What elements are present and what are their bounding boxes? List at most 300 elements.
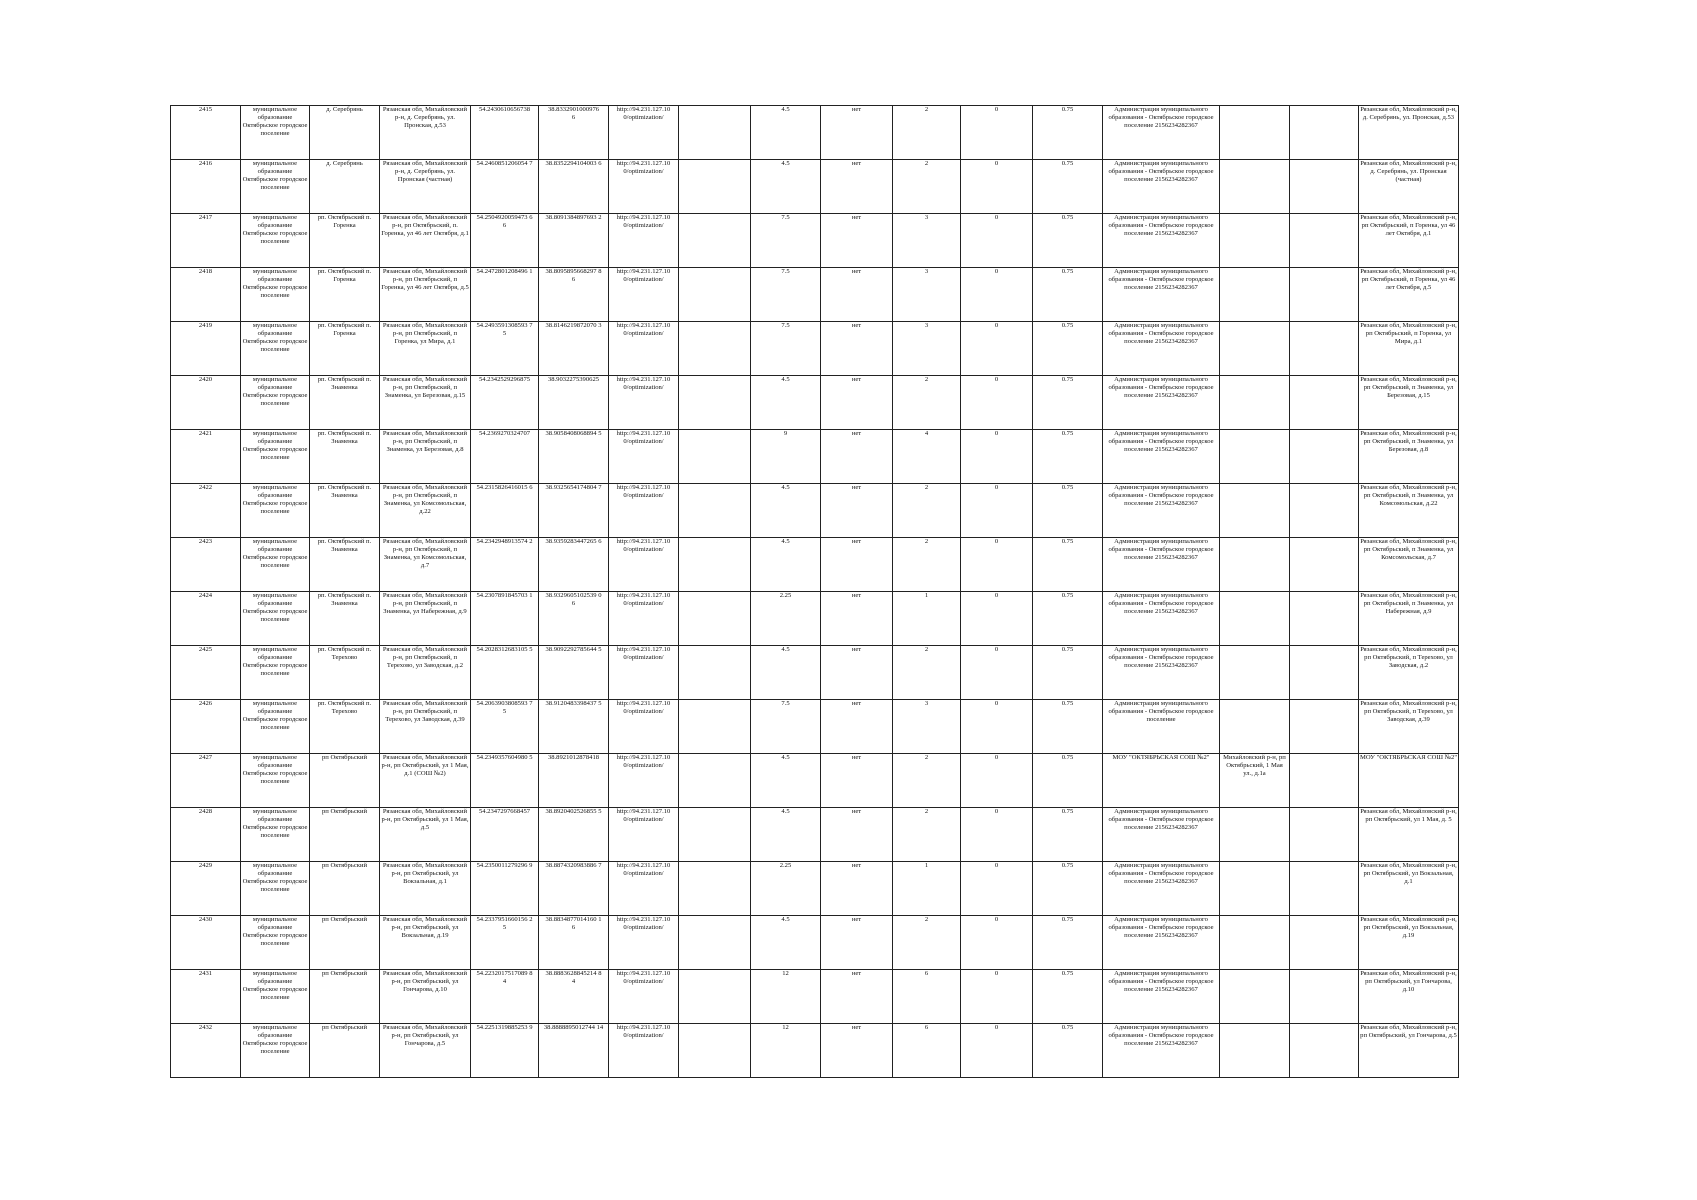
cell-address (380, 268, 471, 322)
cell-text: 54.2460851206054 7 (476, 160, 533, 167)
cell-containers (893, 700, 961, 754)
cell-covered (821, 160, 893, 214)
cell-area (751, 592, 821, 646)
cell-text: 4.5 (781, 754, 790, 761)
cell-text: Администрация муниципального образования - Октябрьское городское поселение 2156234282367 (1108, 268, 1214, 291)
cell-longitude (539, 592, 609, 646)
cell-text: муниципальное образование Октябрьское городское поселение (242, 862, 308, 893)
cell-latitude (471, 484, 539, 538)
cell-sources (1359, 916, 1459, 970)
cell-text: 0 (994, 484, 999, 491)
cell-text: http://94.231.127.10 0/optimization/ (616, 970, 671, 985)
cell-municipality (241, 1024, 310, 1078)
cell-municipality (241, 106, 310, 160)
table-row (171, 106, 1459, 160)
cell-locality (310, 916, 380, 970)
cell-text: 38.9325654174804 7 (545, 484, 602, 491)
cell-text: 4.5 (781, 646, 790, 653)
cell-volume (1033, 484, 1103, 538)
cell-text: нет (851, 862, 862, 869)
cell-text: Рязанская обл, Михайловский р-н, рп Октябрьский, ул 1 Мая, д.1 (СОШ №2) (381, 754, 469, 777)
cell-bunkers (961, 538, 1033, 592)
cell-covered (821, 214, 893, 268)
cell-blank (1290, 268, 1359, 322)
cell-text: 54.2493591308593 7 (476, 322, 533, 329)
cell-address (380, 430, 471, 484)
cell-text: 2425 (198, 646, 213, 653)
cell-text: Рязанская обл, Михайловский р-н, рп Октябрьский, п Терехово, ул Заводская, д.39 (382, 700, 468, 723)
cell-locality (310, 214, 380, 268)
cell-municipality (241, 754, 310, 808)
cell-longitude (539, 538, 609, 592)
cell-containers (893, 538, 961, 592)
cell-latitude (471, 754, 539, 808)
cell-covered (821, 862, 893, 916)
cell-bunkers (961, 1024, 1033, 1078)
cell-municipality (241, 970, 310, 1024)
cell-text: Рязанская обл, Михайловский р-н, рп Октябрьский, п Горенка, ул 46 лет Октября, д.5 (381, 268, 469, 291)
cell-text: муниципальное образование Октябрьское городское поселение (242, 538, 308, 569)
cell-text: 0.75 (1061, 214, 1074, 221)
cell-area (751, 538, 821, 592)
cell-volume (1033, 808, 1103, 862)
cell-text: нет (851, 700, 862, 707)
cell-text: 3 (924, 268, 929, 275)
cell-text: 0 (994, 592, 999, 599)
cell-text: 4.5 (781, 160, 790, 167)
cell-url (609, 700, 679, 754)
cell-text: http://94.231.127.10 0/optimization/ (616, 916, 671, 931)
cell-text: д. Серебрянь (326, 160, 363, 167)
cell-containers (893, 646, 961, 700)
cell-owner-address (1220, 160, 1290, 214)
cell-text: рп. Октябрьский п. Терехово (317, 700, 372, 715)
cell-text: 2426 (198, 700, 213, 707)
cell-area (751, 430, 821, 484)
cell-text: 38.8091384897693 2 (545, 214, 602, 221)
cell-area (751, 376, 821, 430)
cell-text: 38.9359283447265 6 (545, 538, 602, 545)
cell-volume (1033, 322, 1103, 376)
cell-area (751, 646, 821, 700)
cell-text: рп. Октябрьский п. Знаменка (317, 538, 372, 553)
cell-locality (310, 484, 380, 538)
cell-sources (1359, 268, 1459, 322)
document-sheet (170, 105, 1459, 1078)
cell-text: Администрация муниципального образования - Октябрьское городское поселение 2156234282367 (1108, 322, 1214, 345)
cell-text: нет (851, 484, 862, 491)
cell-sources (1359, 862, 1459, 916)
cell-address (380, 484, 471, 538)
cell-owner-address (1220, 484, 1290, 538)
table-row (171, 484, 1459, 538)
cell-blank (1290, 592, 1359, 646)
table-row (171, 808, 1459, 862)
cell-latitude (471, 160, 539, 214)
cell-latitude (471, 646, 539, 700)
table-row (171, 862, 1459, 916)
cell-municipality (241, 916, 310, 970)
cell-text: http://94.231.127.10 0/optimization/ (616, 322, 671, 337)
cell-text: 54.2430610656738 (478, 106, 531, 113)
cell-text: http://94.231.127.10 0/optimization/ (616, 754, 671, 769)
table-row (171, 538, 1459, 592)
cell-id (171, 700, 241, 754)
cell-text: 54.2337951660156 2 (476, 916, 533, 923)
cell-text: 5 (502, 707, 507, 715)
cell-text: 54.2472801208496 1 (476, 268, 533, 275)
cell-text: 0.75 (1061, 754, 1074, 761)
cell-text: 0 (994, 808, 999, 815)
cell-text: 7.5 (781, 268, 790, 275)
cell-text: 0.75 (1061, 160, 1074, 167)
cell-id (171, 862, 241, 916)
cell-blank (1290, 376, 1359, 430)
cell-text: http://94.231.127.10 0/optimization/ (616, 106, 671, 121)
cell-id (171, 376, 241, 430)
cell-text: 38.8352294104003 6 (545, 160, 602, 167)
cell-text: нет (851, 1024, 862, 1031)
cell-id (171, 1024, 241, 1078)
cell-text: 0.75 (1061, 430, 1074, 437)
cell-text: муниципальное образование Октябрьское городское поселение (242, 376, 308, 407)
cell-text: Рязанская обл, Михайловский р-н, рп Октябрьский, п Знаменка, ул Березовая, д.15 (382, 376, 468, 399)
cell-url (609, 430, 679, 484)
cell-owner (1103, 970, 1220, 1024)
cell-bunkers (961, 214, 1033, 268)
cell-text: 2415 (198, 106, 213, 113)
cell-containers (893, 592, 961, 646)
cell-text: муниципальное образование Октябрьское городское поселение (242, 160, 308, 191)
cell-text: муниципальное образование Октябрьское городское поселение (242, 592, 308, 623)
cell-volume (1033, 916, 1103, 970)
cell-text: 0 (994, 700, 999, 707)
table-row (171, 592, 1459, 646)
cell-volume (1033, 538, 1103, 592)
cell-text: Рязанская обл, Михайловский р-н, рп Октябрьский, п Знаменка, ул Комсомольская, д.22 (1360, 484, 1457, 507)
cell-covered (821, 538, 893, 592)
cell-text: рп. Октябрьский п. Горенка (317, 322, 372, 337)
table-row (171, 700, 1459, 754)
cell-longitude (539, 160, 609, 214)
cell-text: 0.75 (1061, 376, 1074, 383)
cell-latitude (471, 808, 539, 862)
cell-text: Михайловский р-н, рп Октябрьский, 1 Мая ул., д.1а (1223, 754, 1286, 777)
cell-locality (310, 592, 380, 646)
cell-municipality (241, 700, 310, 754)
cell-sources (1359, 1024, 1459, 1078)
cell-containers (893, 160, 961, 214)
cell-text: МОУ "ОКТЯБРЬСКАЯ СОШ №2" (1112, 754, 1210, 761)
cell-sources (1359, 322, 1459, 376)
cell-id (171, 754, 241, 808)
cell-area (751, 916, 821, 970)
cell-latitude (471, 1024, 539, 1078)
cell-owner (1103, 538, 1220, 592)
cell-owner (1103, 916, 1220, 970)
cell-text: 38.8874320983886 7 (545, 862, 602, 869)
cell-text: рп. Октябрьский п. Горенка (317, 268, 372, 283)
cell-volume (1033, 268, 1103, 322)
cell-text: 38.9058408068894 5 (545, 430, 602, 437)
cell-owner (1103, 700, 1220, 754)
cell-latitude (471, 592, 539, 646)
cell-latitude (471, 970, 539, 1024)
cell-owner (1103, 808, 1220, 862)
cell-text: 4.5 (781, 916, 790, 923)
cell-owner (1103, 322, 1220, 376)
cell-owner (1103, 484, 1220, 538)
cell-text: нет (851, 538, 862, 545)
table-row (171, 160, 1459, 214)
cell-text: 2418 (198, 268, 213, 275)
cell-area (751, 484, 821, 538)
cell-owner-address (1220, 538, 1290, 592)
cell-area (751, 1024, 821, 1078)
cell-text: рп Октябрьский (321, 1024, 368, 1031)
cell-containers (893, 916, 961, 970)
cell-text: http://94.231.127.10 0/optimization/ (616, 862, 671, 877)
cell-covered (821, 808, 893, 862)
cell-text: 4 (924, 430, 929, 437)
cell-address (380, 970, 471, 1024)
cell-volume (1033, 430, 1103, 484)
cell-blank (679, 484, 751, 538)
cell-text: 0.75 (1061, 916, 1074, 923)
cell-blank (679, 970, 751, 1024)
cell-area (751, 160, 821, 214)
cell-containers (893, 1024, 961, 1078)
cell-address (380, 106, 471, 160)
cell-text: 54.2349357604980 5 (476, 754, 533, 761)
cell-text: нет (851, 376, 862, 383)
cell-owner-address (1220, 106, 1290, 160)
cell-text: нет (851, 160, 862, 167)
cell-bunkers (961, 592, 1033, 646)
cell-text: рп Октябрьский (321, 754, 368, 761)
cell-longitude (539, 808, 609, 862)
cell-containers (893, 430, 961, 484)
cell-text: Рязанская обл, Михайловский р-н, рп Октябрьский, п Терехово, ул Заводская, д.2 (382, 646, 468, 669)
cell-longitude (539, 970, 609, 1024)
cell-owner-address (1220, 322, 1290, 376)
cell-text: 38.8888895012744 14 (543, 1024, 604, 1031)
cell-bunkers (961, 484, 1033, 538)
cell-text: 7.5 (781, 322, 790, 329)
cell-longitude (539, 268, 609, 322)
cell-text: 6 (502, 221, 507, 229)
cell-text: 54.2350011279296 9 (476, 862, 533, 869)
cell-id (171, 268, 241, 322)
cell-text: 4.5 (781, 106, 790, 113)
cell-blank (679, 160, 751, 214)
cell-sources (1359, 376, 1459, 430)
cell-bunkers (961, 430, 1033, 484)
cell-text: Администрация муниципального образования - Октябрьское городское поселение 2156234282367 (1108, 376, 1214, 399)
cell-text: 4.5 (781, 808, 790, 815)
cell-longitude (539, 916, 609, 970)
cell-text: 0.75 (1061, 106, 1074, 113)
cell-latitude (471, 106, 539, 160)
cell-latitude (471, 430, 539, 484)
cell-text: 4 (571, 977, 576, 985)
cell-text: муниципальное образование Октябрьское городское поселение (242, 214, 308, 245)
cell-text: нет (851, 970, 862, 977)
cell-text: Рязанская обл, Михайловский р-н, рп Октябрьский, ул Вокзальная, д.1 (1360, 862, 1457, 885)
cell-text: 54.2504920059473 6 (476, 214, 533, 221)
cell-text: 2421 (198, 430, 213, 437)
cell-owner-address (1220, 646, 1290, 700)
cell-address (380, 322, 471, 376)
cell-containers (893, 268, 961, 322)
cell-locality (310, 160, 380, 214)
cell-text: 54.2347297668457 (478, 808, 531, 815)
cell-blank (1290, 106, 1359, 160)
cell-text: 54.2342529296875 (478, 376, 531, 383)
cell-text: 2419 (198, 322, 213, 329)
cell-sources (1359, 808, 1459, 862)
cell-text: Рязанская обл, Михайловский р-н, д. Серебрянь, ул. Пронская, д.53 (382, 106, 468, 129)
table-row (171, 376, 1459, 430)
cell-text: 38.9032275390625 (547, 376, 600, 383)
cell-text: 2 (924, 160, 929, 167)
cell-text: 0 (994, 268, 999, 275)
cell-locality (310, 700, 380, 754)
cell-latitude (471, 214, 539, 268)
cell-locality (310, 862, 380, 916)
cell-text: Рязанская обл, Михайловский р-н, рп Октябрьский, ул Гончарова, д.5 (1360, 1024, 1457, 1039)
cell-text: 0.75 (1061, 646, 1074, 653)
cell-municipality (241, 538, 310, 592)
cell-text: Рязанская обл, Михайловский р-н, рп Октябрьский, п Горенка, ул 46 лет Октября, д.5 (1360, 268, 1457, 291)
cell-blank (1290, 538, 1359, 592)
cell-owner-address (1220, 1024, 1290, 1078)
cell-id (171, 322, 241, 376)
cell-volume (1033, 646, 1103, 700)
cell-id (171, 592, 241, 646)
cell-owner (1103, 646, 1220, 700)
cell-containers (893, 322, 961, 376)
cell-url (609, 484, 679, 538)
cell-owner-address (1220, 214, 1290, 268)
cell-covered (821, 376, 893, 430)
cell-text: муниципальное образование Октябрьское городское поселение (242, 916, 308, 947)
cell-covered (821, 700, 893, 754)
cell-municipality (241, 214, 310, 268)
cell-sources (1359, 754, 1459, 808)
cell-address (380, 916, 471, 970)
cell-text: Рязанская обл, Михайловский р-н, рп Октябрьский, п Знаменка, ул Комсомольская, д.7 (1360, 538, 1457, 561)
cell-text: Рязанская обл, Михайловский р-н, рп Октябрьский, п. Горенка, ул 46 лет Октября, д.1 (381, 214, 469, 237)
cell-id (171, 538, 241, 592)
cell-text: 54.2028312683105 5 (476, 646, 533, 653)
cell-bunkers (961, 160, 1033, 214)
cell-text: 2431 (198, 970, 213, 977)
cell-text: 0 (994, 430, 999, 437)
cell-blank (679, 214, 751, 268)
cell-text: муниципальное образование Октябрьское городское поселение (242, 430, 308, 461)
cell-volume (1033, 754, 1103, 808)
cell-owner (1103, 160, 1220, 214)
cell-text: муниципальное образование Октябрьское городское поселение (242, 700, 308, 731)
cell-containers (893, 376, 961, 430)
cell-blank (679, 106, 751, 160)
cell-text: 4.5 (781, 376, 790, 383)
cell-text: 5 (502, 923, 507, 931)
cell-text: 1 (924, 862, 929, 869)
cell-text: http://94.231.127.10 0/optimization/ (616, 646, 671, 661)
cell-text: 38.8095895668297 8 (545, 268, 602, 275)
cell-id (171, 430, 241, 484)
cell-text: 54.2342948913574 2 (476, 538, 533, 545)
cell-text: 2424 (198, 592, 213, 599)
cell-text: рп Октябрьский (321, 862, 368, 869)
cell-locality (310, 322, 380, 376)
cell-text: Рязанская обл, Михайловский р-н, рп Октябрьский, ул 1 Мая, д. 5 (1360, 808, 1457, 823)
cell-volume (1033, 1024, 1103, 1078)
cell-text: 38.8883628845214 8 (545, 970, 602, 977)
cell-blank (1290, 430, 1359, 484)
cell-owner (1103, 376, 1220, 430)
cell-bunkers (961, 700, 1033, 754)
cell-containers (893, 754, 961, 808)
cell-containers (893, 214, 961, 268)
cell-text: Рязанская обл, Михайловский р-н, рп Октябрьский, п Горенка, ул 46 лет Октября, д.1 (1360, 214, 1457, 237)
cell-url (609, 214, 679, 268)
cell-text: http://94.231.127.10 0/optimization/ (616, 160, 671, 175)
cell-text: рп. Октябрьский п. Терехово (317, 646, 372, 661)
cell-area (751, 862, 821, 916)
cell-text: нет (851, 268, 862, 275)
cell-url (609, 754, 679, 808)
cell-text: нет (851, 214, 862, 221)
cell-locality (310, 268, 380, 322)
cell-owner-address (1220, 808, 1290, 862)
cell-blank (1290, 754, 1359, 808)
cell-url (609, 592, 679, 646)
table-row (171, 970, 1459, 1024)
cell-longitude (539, 376, 609, 430)
cell-text: муниципальное образование Октябрьское городское поселение (242, 484, 308, 515)
cell-text: 6 (571, 275, 576, 283)
cell-text: 38.8332901000976 (547, 106, 600, 113)
cell-sources (1359, 430, 1459, 484)
cell-text: 1 (924, 592, 929, 599)
cell-text: 38.9120483398437 5 (545, 700, 602, 707)
cell-address (380, 214, 471, 268)
cell-text: 6 (924, 1024, 929, 1031)
cell-text: 0 (994, 106, 999, 113)
cell-text: Администрация муниципального образования - Октябрьское городское поселение 2156234282367 (1108, 808, 1214, 831)
cell-blank (679, 376, 751, 430)
cell-latitude (471, 538, 539, 592)
cell-text: 2428 (198, 808, 213, 815)
cell-text: 6 (571, 599, 576, 607)
cell-text: 2430 (198, 916, 213, 923)
cell-owner-address (1220, 376, 1290, 430)
cell-volume (1033, 592, 1103, 646)
cell-text: 0 (994, 160, 999, 167)
cell-blank (1290, 484, 1359, 538)
cell-text: 5 (502, 329, 507, 337)
cell-url (609, 916, 679, 970)
cell-text: нет (851, 916, 862, 923)
cell-owner-address (1220, 916, 1290, 970)
cell-blank (1290, 700, 1359, 754)
cell-text: 0.75 (1061, 700, 1074, 707)
cell-url (609, 808, 679, 862)
cell-address (380, 376, 471, 430)
